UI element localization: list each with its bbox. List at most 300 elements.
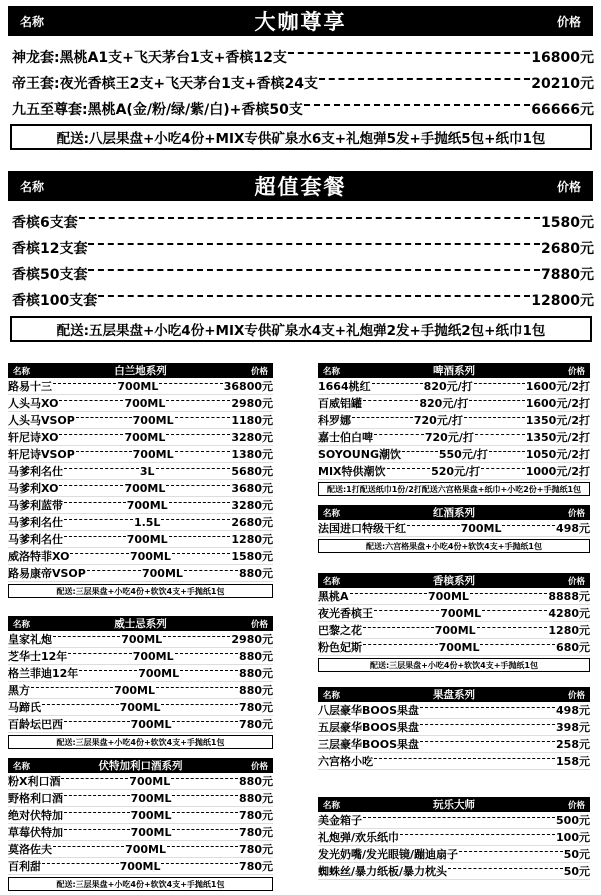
item-name: 人头马XO bbox=[8, 397, 59, 410]
col-price-label: 价格 bbox=[567, 576, 585, 587]
item-spec: 720元/打 bbox=[424, 431, 474, 444]
item-spec: 700ML bbox=[138, 666, 180, 680]
menu-row bbox=[8, 412, 273, 429]
item-spec: 720元/打 bbox=[413, 414, 463, 427]
premium-ship-note: 配送:八层果盘+小吃4份+MIX专供矿泉水6支+礼炮弹5发+手抛纸5包+纸巾1包 bbox=[10, 124, 592, 150]
col-price-label: 价格 bbox=[250, 619, 268, 630]
dash-leader bbox=[448, 868, 563, 869]
item-spec: 700ML bbox=[124, 481, 166, 495]
item-name: 人头马VSOP bbox=[8, 414, 75, 427]
section-header bbox=[318, 505, 590, 520]
fruit-section bbox=[318, 687, 590, 770]
item-price: 36800元 bbox=[223, 380, 274, 393]
item-name: 香槟50支套 bbox=[12, 267, 88, 283]
item-spec: 700ML bbox=[119, 700, 161, 714]
item-price: 880元 bbox=[239, 775, 273, 788]
item-name: 科罗娜 bbox=[318, 414, 351, 427]
fun-section bbox=[318, 797, 590, 880]
item-price: 1280元 bbox=[231, 533, 274, 546]
item-name: 发光奶嘴/发光眼镜/蹦迪扇子 bbox=[318, 848, 459, 861]
item-price: 12800元 bbox=[531, 293, 594, 309]
col-name-label: 名称 bbox=[13, 366, 31, 377]
item-spec: 700ML bbox=[130, 791, 172, 805]
item-name: 黑桃A bbox=[318, 590, 349, 603]
menu-row bbox=[318, 463, 590, 480]
item-name: 马爹利蓝带 bbox=[8, 499, 63, 512]
item-name: 粉色妃斯 bbox=[318, 641, 362, 654]
whisky-section bbox=[8, 616, 273, 749]
dash-leader bbox=[159, 383, 222, 384]
item-spec: 700ML bbox=[427, 589, 469, 603]
dash-leader bbox=[319, 78, 530, 80]
section-header bbox=[318, 363, 590, 378]
dash-leader bbox=[163, 636, 230, 637]
dash-leader bbox=[76, 417, 132, 418]
item-name: 六宫格小吃 bbox=[318, 755, 373, 768]
item-name: 八层豪华BOOS果盘 bbox=[318, 704, 420, 717]
dash-leader bbox=[59, 485, 123, 486]
item-name: 马爹利名仕 bbox=[8, 465, 63, 478]
section-ship-note: 配送:三层果盘+小吃4份+软饮4支+手抛纸1包 bbox=[8, 877, 273, 891]
dash-leader bbox=[420, 741, 555, 742]
item-price: 880元 bbox=[239, 792, 274, 805]
champagne-section bbox=[318, 573, 590, 672]
item-name: 1664桃红 bbox=[318, 380, 371, 393]
brandy-section bbox=[8, 363, 273, 598]
item-name: 五层豪华BOOS果盘 bbox=[318, 721, 420, 734]
item-spec: 700ML bbox=[119, 859, 161, 873]
item-price: 2980元 bbox=[231, 633, 274, 646]
item-price: 100元 bbox=[556, 831, 590, 844]
dash-leader bbox=[172, 721, 238, 722]
dash-leader bbox=[53, 636, 120, 637]
item-price: 780元 bbox=[239, 826, 274, 839]
item-price: 50元 bbox=[563, 865, 590, 878]
menu-row bbox=[318, 846, 590, 863]
item-name: 香槟12支套 bbox=[12, 241, 88, 257]
item-name: 路易康帝VSOP bbox=[8, 567, 86, 580]
menu-row bbox=[318, 520, 590, 537]
item-price: 1600元/2打 bbox=[525, 397, 590, 410]
menu-row bbox=[318, 412, 590, 429]
dash-leader bbox=[400, 834, 555, 835]
item-spec: 700ML bbox=[121, 632, 163, 646]
dash-leader bbox=[61, 778, 128, 779]
item-price: 1180元 bbox=[231, 414, 273, 427]
dash-leader bbox=[166, 434, 230, 435]
item-price: 1580元 bbox=[231, 550, 273, 563]
dash-leader bbox=[88, 243, 540, 245]
menu-row bbox=[318, 719, 590, 736]
value-header bbox=[8, 171, 593, 201]
section-ship-note: 配送:三层果盘+小吃4份+软饮4支+手抛纸1包 bbox=[8, 584, 273, 598]
menu-row bbox=[8, 841, 273, 858]
dash-leader bbox=[42, 704, 119, 705]
section-header bbox=[318, 573, 590, 588]
dash-leader bbox=[420, 724, 555, 725]
dash-leader bbox=[88, 269, 540, 271]
item-price: 1380元 bbox=[231, 448, 273, 461]
col-name-label: 名称 bbox=[323, 576, 341, 587]
item-spec: 820元/打 bbox=[419, 397, 469, 410]
col-price-label: 价格 bbox=[567, 508, 585, 519]
section-ship-note: 配送:1打配送纸巾1份/2打配送六宫格果盘+纸巾+小吃2份+手抛纸1包 bbox=[318, 482, 590, 496]
menu-row bbox=[318, 622, 590, 639]
item-spec: 700ML bbox=[129, 549, 171, 563]
dash-leader bbox=[175, 417, 231, 418]
col-price-label: 价格 bbox=[567, 800, 585, 811]
item-name: 黑方 bbox=[8, 684, 30, 697]
item-name: 美金箱子 bbox=[318, 814, 362, 827]
dash-leader bbox=[420, 707, 555, 708]
dash-leader bbox=[304, 104, 530, 106]
section-ship-note: 配送:三层果盘+小吃4份+软饮4支+手抛纸1包 bbox=[318, 658, 590, 672]
dash-leader bbox=[464, 417, 525, 418]
item-price: 498元 bbox=[556, 522, 591, 535]
section-title: 玩乐大师 bbox=[433, 799, 475, 811]
dash-leader bbox=[172, 553, 231, 554]
item-name: 马爹利名仕 bbox=[8, 533, 63, 546]
dash-leader bbox=[169, 502, 231, 503]
dash-leader bbox=[166, 485, 230, 486]
item-name: SOYOUNG潮饮 bbox=[318, 448, 401, 461]
item-price: 880元 bbox=[239, 650, 274, 663]
item-price: 20210元 bbox=[531, 76, 594, 92]
dash-leader bbox=[477, 627, 548, 628]
dash-leader bbox=[64, 502, 126, 503]
dash-leader bbox=[489, 451, 525, 452]
item-price: 880元 bbox=[239, 667, 274, 680]
item-spec: 820元/打 bbox=[423, 380, 473, 393]
menu-row bbox=[8, 429, 273, 446]
wine-section bbox=[318, 505, 590, 553]
item-price: 2680元 bbox=[541, 241, 594, 257]
menu-row bbox=[12, 44, 594, 70]
item-spec: 520元/打 bbox=[431, 465, 481, 478]
item-price: 780元 bbox=[239, 809, 274, 822]
item-spec: 700ML bbox=[124, 396, 166, 410]
item-spec: 700ML bbox=[117, 379, 159, 393]
item-price: 780元 bbox=[239, 701, 274, 714]
dash-leader bbox=[374, 610, 439, 611]
menu-row bbox=[8, 446, 273, 463]
item-name: 粉X利口酒 bbox=[8, 775, 61, 788]
col-price-label: 价格 bbox=[567, 366, 585, 377]
item-spec: 700ML bbox=[129, 774, 171, 788]
dash-leader bbox=[363, 644, 438, 645]
value-ship-note: 配送:五层果盘+小吃4份+MIX专供矿泉水4支+礼炮弹2发+手抛纸2包+纸巾1包 bbox=[10, 316, 592, 342]
dash-leader bbox=[68, 653, 131, 654]
dash-leader bbox=[53, 846, 124, 847]
dash-leader bbox=[64, 795, 130, 796]
col-name-label: 名称 bbox=[323, 690, 341, 701]
dash-leader bbox=[161, 519, 230, 520]
item-name: 礼炮弹/欢乐纸巾 bbox=[318, 831, 400, 844]
dash-leader bbox=[407, 525, 460, 526]
section-header bbox=[8, 758, 273, 773]
dash-leader bbox=[402, 451, 438, 452]
item-price: 1280元 bbox=[548, 624, 591, 637]
menu-row bbox=[8, 531, 273, 548]
item-price: 498元 bbox=[556, 704, 590, 717]
dash-leader bbox=[98, 295, 530, 297]
item-spec: 3L bbox=[139, 464, 155, 478]
item-name: 嘉士伯白啤 bbox=[318, 431, 373, 444]
item-spec: 700ML bbox=[440, 606, 482, 620]
item-name: 九五至尊套:黑桃A(金/粉/绿/紫/白)+香槟50支 bbox=[12, 102, 303, 118]
section-title: 香槟系列 bbox=[433, 575, 475, 587]
item-name: 神龙套:黑桃A1支+飞天茅台1支+香槟12支 bbox=[12, 50, 287, 66]
item-spec: 700ML bbox=[130, 825, 172, 839]
dash-leader bbox=[469, 400, 524, 401]
item-spec: 700ML bbox=[460, 521, 502, 535]
dash-leader bbox=[156, 687, 238, 688]
item-price: 7880元 bbox=[541, 267, 594, 283]
col-name-label: 名称 bbox=[323, 800, 341, 811]
dash-leader bbox=[166, 400, 230, 401]
section-title: 果盘系列 bbox=[433, 689, 475, 701]
col-name-label: 名称 bbox=[323, 366, 341, 377]
item-spec: 700ML bbox=[132, 413, 174, 427]
item-price: 3280元 bbox=[231, 499, 274, 512]
dash-leader bbox=[70, 553, 129, 554]
item-spec: 700ML bbox=[124, 430, 166, 444]
menu-row bbox=[318, 588, 590, 605]
dash-leader bbox=[79, 670, 137, 671]
section-header bbox=[8, 363, 273, 378]
menu-row bbox=[12, 209, 594, 235]
col-name-label: 名称 bbox=[13, 761, 31, 772]
section-ship-note: 配送:六宫格果盘+小吃4份+软饮4支+手抛纸1包 bbox=[318, 539, 590, 553]
item-price: 16800元 bbox=[531, 50, 594, 66]
menu-row bbox=[8, 378, 273, 395]
dash-leader bbox=[363, 817, 555, 818]
menu-row bbox=[318, 736, 590, 753]
item-price: 880元 bbox=[239, 567, 273, 580]
dash-leader bbox=[372, 383, 423, 384]
dash-leader bbox=[470, 593, 547, 594]
menu-row bbox=[8, 773, 273, 790]
item-price: 1050元/2打 bbox=[525, 448, 591, 461]
menu-row bbox=[12, 287, 594, 313]
dash-leader bbox=[374, 434, 424, 435]
item-name: MIX特供潮饮 bbox=[318, 465, 386, 478]
menu-row bbox=[8, 716, 273, 733]
item-price: 1580元 bbox=[541, 215, 594, 231]
item-spec: 550元/打 bbox=[438, 448, 488, 461]
menu-row bbox=[318, 429, 590, 446]
menu-row bbox=[318, 378, 590, 395]
menu-row bbox=[318, 446, 590, 463]
section-title: 红酒系列 bbox=[433, 507, 475, 519]
item-spec: 700ML bbox=[130, 717, 172, 731]
col-price-label: 价格 bbox=[567, 690, 585, 701]
dash-leader bbox=[175, 653, 238, 654]
item-name: 夜光香槟王 bbox=[318, 607, 373, 620]
item-name: 绝对伏特加 bbox=[8, 809, 63, 822]
item-price: 1350元/2打 bbox=[525, 414, 590, 427]
col-price-label: 价格 bbox=[250, 761, 268, 772]
item-name: 芝华士12年 bbox=[8, 650, 68, 663]
dash-leader bbox=[79, 217, 540, 219]
item-spec: 700ML bbox=[132, 447, 174, 461]
dash-leader bbox=[459, 851, 563, 852]
dash-leader bbox=[87, 570, 141, 571]
menu-row bbox=[8, 665, 273, 682]
section-title: 啤酒系列 bbox=[433, 365, 475, 377]
item-name: 轩尼诗XO bbox=[8, 431, 59, 444]
dash-leader bbox=[31, 687, 113, 688]
menu-row bbox=[12, 70, 594, 96]
dash-leader bbox=[172, 829, 238, 830]
premium-list bbox=[12, 44, 594, 122]
col-name-label: 名称 bbox=[323, 508, 341, 519]
item-name: 马爹利名仕 bbox=[8, 516, 63, 529]
premium-title: 大咖尊享 bbox=[254, 10, 347, 34]
dash-leader bbox=[374, 758, 555, 759]
item-price: 1350元/2打 bbox=[525, 431, 590, 444]
menu-row bbox=[8, 514, 273, 531]
menu-row bbox=[318, 812, 590, 829]
item-price: 880元 bbox=[239, 684, 274, 697]
item-spec: 700ML bbox=[141, 566, 183, 580]
item-name: 百利甜 bbox=[8, 860, 41, 873]
col-price-label: 价格 bbox=[556, 14, 581, 29]
dash-leader bbox=[64, 519, 133, 520]
dash-leader bbox=[161, 704, 238, 705]
menu-row bbox=[8, 463, 273, 480]
item-name: 马爹利XO bbox=[8, 482, 59, 495]
dash-leader bbox=[480, 644, 555, 645]
item-name: 格兰菲迪12年 bbox=[8, 667, 79, 680]
dash-leader bbox=[350, 593, 427, 594]
dash-leader bbox=[363, 627, 434, 628]
item-name: 路易十三 bbox=[8, 380, 52, 393]
item-price: 1000元/2打 bbox=[525, 465, 590, 478]
item-price: 398元 bbox=[556, 721, 590, 734]
item-price: 1600元/2打 bbox=[525, 380, 590, 393]
value-list bbox=[12, 209, 594, 313]
premium-header bbox=[8, 6, 593, 36]
item-price: 780元 bbox=[239, 718, 274, 731]
menu-row bbox=[318, 395, 590, 412]
item-price: 500元 bbox=[556, 814, 590, 827]
item-name: 轩尼诗VSOP bbox=[8, 448, 75, 461]
dash-leader bbox=[169, 536, 231, 537]
item-name: 香槟6支套 bbox=[12, 215, 78, 231]
menu-row bbox=[8, 699, 273, 716]
item-name: 马蹄氏 bbox=[8, 701, 41, 714]
dash-leader bbox=[175, 451, 231, 452]
dash-leader bbox=[387, 468, 431, 469]
dash-leader bbox=[171, 778, 238, 779]
item-name: 威洛特菲XO bbox=[8, 550, 70, 563]
item-price: 2680元 bbox=[231, 516, 273, 529]
dash-leader bbox=[64, 812, 130, 813]
dash-leader bbox=[161, 863, 238, 864]
item-price: 780元 bbox=[239, 843, 274, 856]
menu-row bbox=[8, 682, 273, 699]
item-name: 巴黎之花 bbox=[318, 624, 362, 637]
menu-row bbox=[8, 790, 273, 807]
menu-row bbox=[318, 702, 590, 719]
dash-leader bbox=[475, 434, 525, 435]
item-price: 158元 bbox=[556, 755, 590, 768]
item-price: 8888元 bbox=[548, 590, 590, 603]
dash-leader bbox=[502, 525, 555, 526]
item-price: 258元 bbox=[556, 738, 590, 751]
menu-row bbox=[318, 639, 590, 656]
menu-row bbox=[8, 631, 273, 648]
item-name: 法国进口特级干红 bbox=[318, 522, 406, 535]
dash-leader bbox=[481, 468, 525, 469]
dash-leader bbox=[156, 468, 231, 469]
dash-leader bbox=[172, 812, 238, 813]
section-title: 白兰地系列 bbox=[114, 365, 167, 377]
item-price: 680元 bbox=[556, 641, 591, 654]
item-price: 2980元 bbox=[231, 397, 273, 410]
item-name: 皇家礼炮 bbox=[8, 633, 52, 646]
item-name: 香槟100支套 bbox=[12, 293, 98, 309]
item-spec: 700ML bbox=[132, 649, 174, 663]
menu-row bbox=[8, 648, 273, 665]
dash-leader bbox=[64, 721, 130, 722]
menu-row bbox=[8, 480, 273, 497]
item-name: 草莓伏特加 bbox=[8, 826, 63, 839]
item-price: 780元 bbox=[239, 860, 274, 873]
section-title: 伏特加利口酒系列 bbox=[98, 760, 183, 772]
dash-leader bbox=[64, 829, 130, 830]
item-spec: 1.5L bbox=[133, 515, 161, 529]
section-header bbox=[318, 797, 590, 812]
item-name: 三层豪华BOOS果盘 bbox=[318, 738, 420, 751]
dash-leader bbox=[59, 434, 123, 435]
col-name-label: 名称 bbox=[13, 619, 31, 630]
item-price: 50元 bbox=[563, 848, 590, 861]
item-spec: 700ML bbox=[130, 808, 172, 822]
menu-row bbox=[318, 753, 590, 770]
menu-row bbox=[318, 829, 590, 846]
menu-row bbox=[8, 395, 273, 412]
dash-leader bbox=[64, 468, 139, 469]
value-title: 超值套餐 bbox=[254, 175, 347, 199]
dash-leader bbox=[59, 400, 123, 401]
beer-section bbox=[318, 363, 590, 496]
menu-row bbox=[12, 261, 594, 287]
col-price-label: 价格 bbox=[250, 366, 268, 377]
item-price: 4280元 bbox=[548, 607, 591, 620]
dash-leader bbox=[172, 795, 238, 796]
item-name: 帝王套:夜光香槟王2支+飞天茅台1支+香槟24支 bbox=[12, 76, 319, 92]
vodka-section bbox=[8, 758, 273, 891]
item-price: 3680元 bbox=[231, 482, 273, 495]
dash-leader bbox=[363, 400, 418, 401]
item-name: 蜘蛛丝/暴力纸板/暴力枕头 bbox=[318, 865, 448, 878]
item-price: 66666元 bbox=[531, 102, 594, 118]
menu-row bbox=[8, 858, 273, 875]
menu-row bbox=[12, 235, 594, 261]
dash-leader bbox=[180, 670, 238, 671]
menu-row bbox=[8, 548, 273, 565]
item-name: 野格利口酒 bbox=[8, 792, 63, 805]
item-spec: 700ML bbox=[114, 683, 155, 697]
item-spec: 700ML bbox=[125, 842, 166, 856]
dash-leader bbox=[64, 536, 126, 537]
section-ship-note: 配送:三层果盘+小吃4份+软饮4支+手抛纸1包 bbox=[8, 735, 273, 749]
dash-leader bbox=[352, 417, 413, 418]
menu-row bbox=[8, 824, 273, 841]
menu-row bbox=[318, 605, 590, 622]
